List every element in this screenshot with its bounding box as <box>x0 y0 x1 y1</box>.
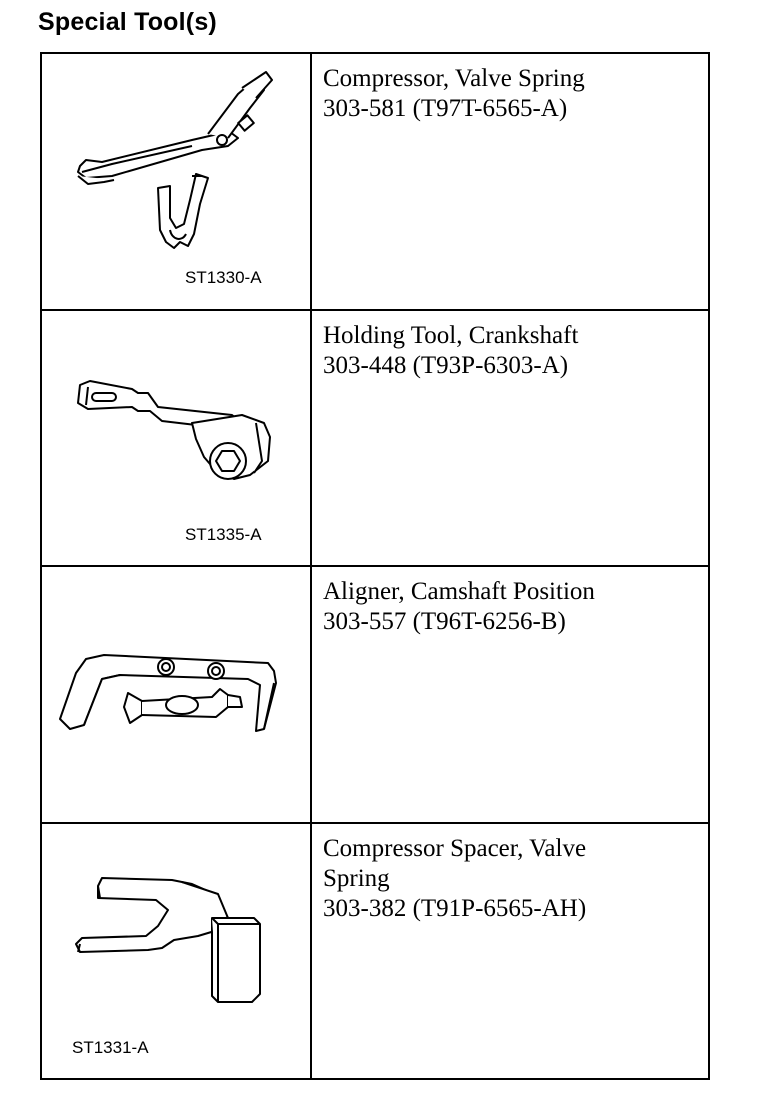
special-tools-table <box>40 52 710 1080</box>
tool-illustration-cell <box>41 823 311 1080</box>
table-row <box>41 823 709 1080</box>
tool-name-continued: Spring <box>323 864 390 892</box>
tool-description-cell <box>311 310 709 567</box>
tool-description-cell <box>311 823 709 1080</box>
tool-number: 303-557 (T96T-6256-B) <box>323 608 566 635</box>
tool-description-cell <box>311 53 709 310</box>
table-row <box>41 566 709 823</box>
tool-number: 303-382 (T91P-6565-AH) <box>323 894 587 922</box>
tool-code: ST1330-A <box>185 268 262 287</box>
tool-name: Compressor, Valve Spring <box>323 65 585 92</box>
tool-number: 303-581 (T97T-6565-A) <box>323 95 568 122</box>
tool-illustration-cell <box>41 566 311 823</box>
table-row <box>41 310 709 567</box>
tool-name: Aligner, Camshaft Position <box>323 578 595 605</box>
crankshaft-holding-tool-illustration <box>42 311 310 565</box>
camshaft-aligner-illustration <box>42 567 310 821</box>
page-title: Special Tool(s) <box>38 8 217 36</box>
tool-description-cell <box>311 566 709 823</box>
tool-name: Holding Tool, Crankshaft <box>323 321 579 349</box>
table-row <box>41 53 709 310</box>
tool-illustration-cell <box>41 53 311 310</box>
tool-number: 303-448 (T93P-6303-A) <box>323 351 569 379</box>
valve-spring-compressor-illustration <box>42 54 310 308</box>
tool-code: ST1331-A <box>72 1037 149 1057</box>
tool-name: Compressor Spacer, Valve <box>323 834 587 862</box>
tool-illustration-cell <box>41 310 311 567</box>
tool-code: ST1335-A <box>185 524 262 544</box>
